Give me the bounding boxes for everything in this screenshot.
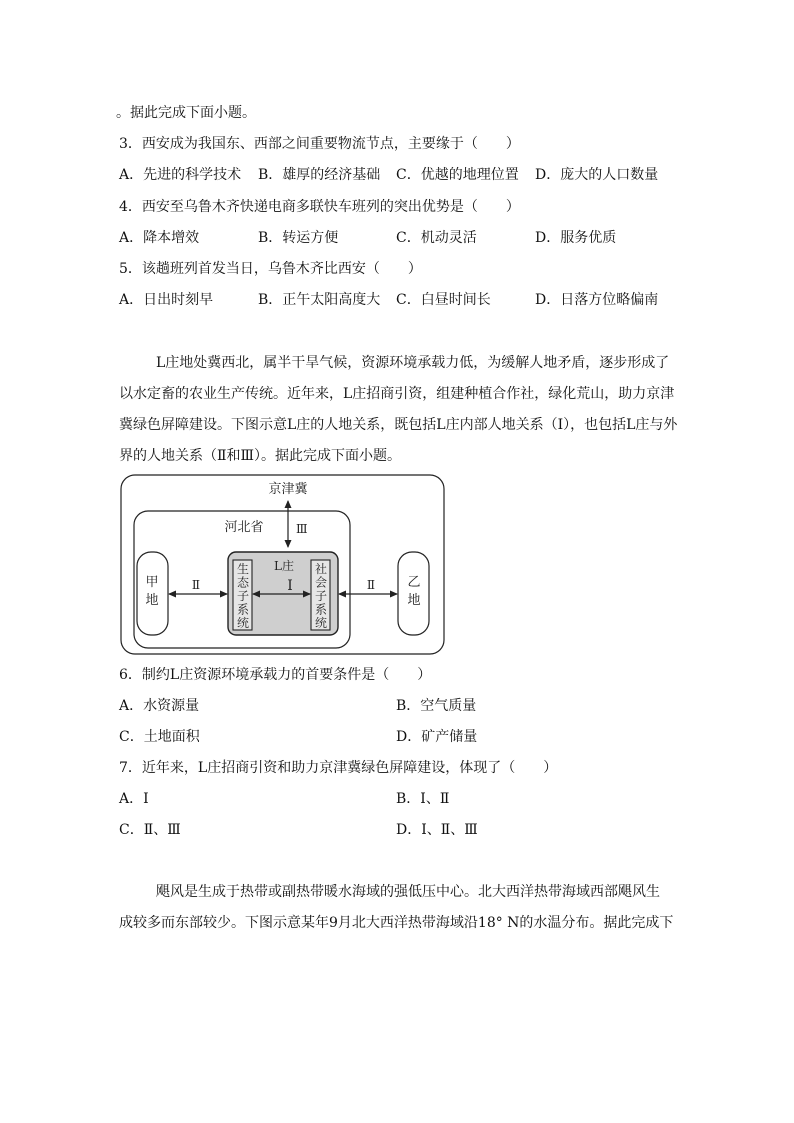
q6-option-b: B．空气质量 [396,698,477,714]
social-char-2: 会 [314,575,328,590]
social-char-5: 统 [314,616,328,630]
eco-char-4: 系 [236,602,250,617]
eco-char-2: 态 [236,575,250,590]
q6-option-a: A．水资源量 [119,698,200,714]
q3-stem: 3．西安成为我国东、西部之间重要物流节点，主要缘于（ ） [119,136,520,152]
q5-stem: 5．该趟班列首发当日，乌鲁木齐比西安（ ） [119,261,422,277]
q4-option-b: B．转运方便 [258,230,339,246]
q5-option-a: A．日出时刻早 [119,292,214,308]
eco-char-1: 生 [236,562,250,576]
hebei-label: 河北省 [224,520,264,535]
q6-option-d: D．矿产储量 [396,729,478,745]
q4-option-d: D．服务优质 [535,230,617,246]
q4-stem: 4．西安至乌鲁木齐快递电商多联快车班列的突出优势是（ ） [119,199,520,215]
eco-char-3: 子 [236,589,250,603]
roman-2-right-label: Ⅱ [366,578,376,592]
jia-label-1: 甲 [145,575,159,590]
passage3-line-1: 飓风是生成于热带或副热带暖水海域的强低压中心。北大西洋热带海域西部飓风生 [156,884,660,900]
jia-label-2: 地 [145,593,159,608]
q6-option-c: C．土地面积 [119,729,200,745]
passage2-line-1: L庄地处冀西北，属半干旱气候，资源环境承载力低，为缓解人地矛盾，逐步形成了 [156,355,670,371]
q6-stem: 6．制约L庄资源环境承载力的首要条件是（ ） [119,667,432,683]
yi-label-2: 地 [407,593,421,608]
q4-option-a: A．降本增效 [119,230,200,246]
q3-option-a: A．先进的科学技术 [119,167,242,183]
roman-2-left-label: Ⅱ [191,578,201,592]
passage2-line-2: 以水定畜的农业生产传统。近年来，L庄招商引资，组建种植合作社，绿化荒山，助力京津 [119,386,675,402]
passage2-line-4: 界的人地关系（Ⅱ和Ⅲ）。据此完成下面小题。 [119,448,402,464]
intro-tail: 。据此完成下面小题。 [116,105,256,121]
passage2-line-3: 冀绿色屏障建设。下图示意L庄的人地关系，既包括L庄内部人地关系（Ⅰ），也包括L庄与外 [119,417,678,433]
q7-option-d: D．Ⅰ、Ⅱ、Ⅲ [396,822,478,838]
q5-option-b: B．正午太阳高度大 [258,292,381,308]
q7-stem: 7．近年来，L庄招商引资和助力京津冀绿色屏障建设，体现了（ ） [119,760,558,776]
roman-3-label: Ⅲ [296,522,308,536]
roman-1-label: Ⅰ [287,578,293,594]
passage3-line-2: 成较多而东部较少。下图示意某年9月北大西洋热带海域沿18° N的水温分布。据此完成下 [119,915,674,931]
q5-option-d: D．日落方位略偏南 [535,292,659,308]
q4-option-c: C．机动灵活 [396,230,477,246]
q3-option-d: D．庞大的人口数量 [535,167,659,183]
human-land-relationship-diagram [119,473,447,657]
q7-option-b: B．Ⅰ、Ⅱ [396,791,450,807]
q7-option-a: A．Ⅰ [119,791,149,807]
yi-label-1: 乙 [407,575,421,590]
q7-option-c: C．Ⅱ、Ⅲ [119,822,181,838]
q3-option-c: C．优越的地理位置 [396,167,519,183]
jingjinji-label: 京津冀 [268,482,308,497]
q5-option-c: C．白昼时间长 [396,292,491,308]
social-char-4: 系 [314,602,328,617]
social-char-3: 子 [314,589,328,603]
eco-char-5: 统 [236,616,250,630]
social-char-1: 社 [314,562,328,576]
lzhuang-label: L庄 [274,559,294,573]
q3-option-b: B．雄厚的经济基础 [258,167,381,183]
